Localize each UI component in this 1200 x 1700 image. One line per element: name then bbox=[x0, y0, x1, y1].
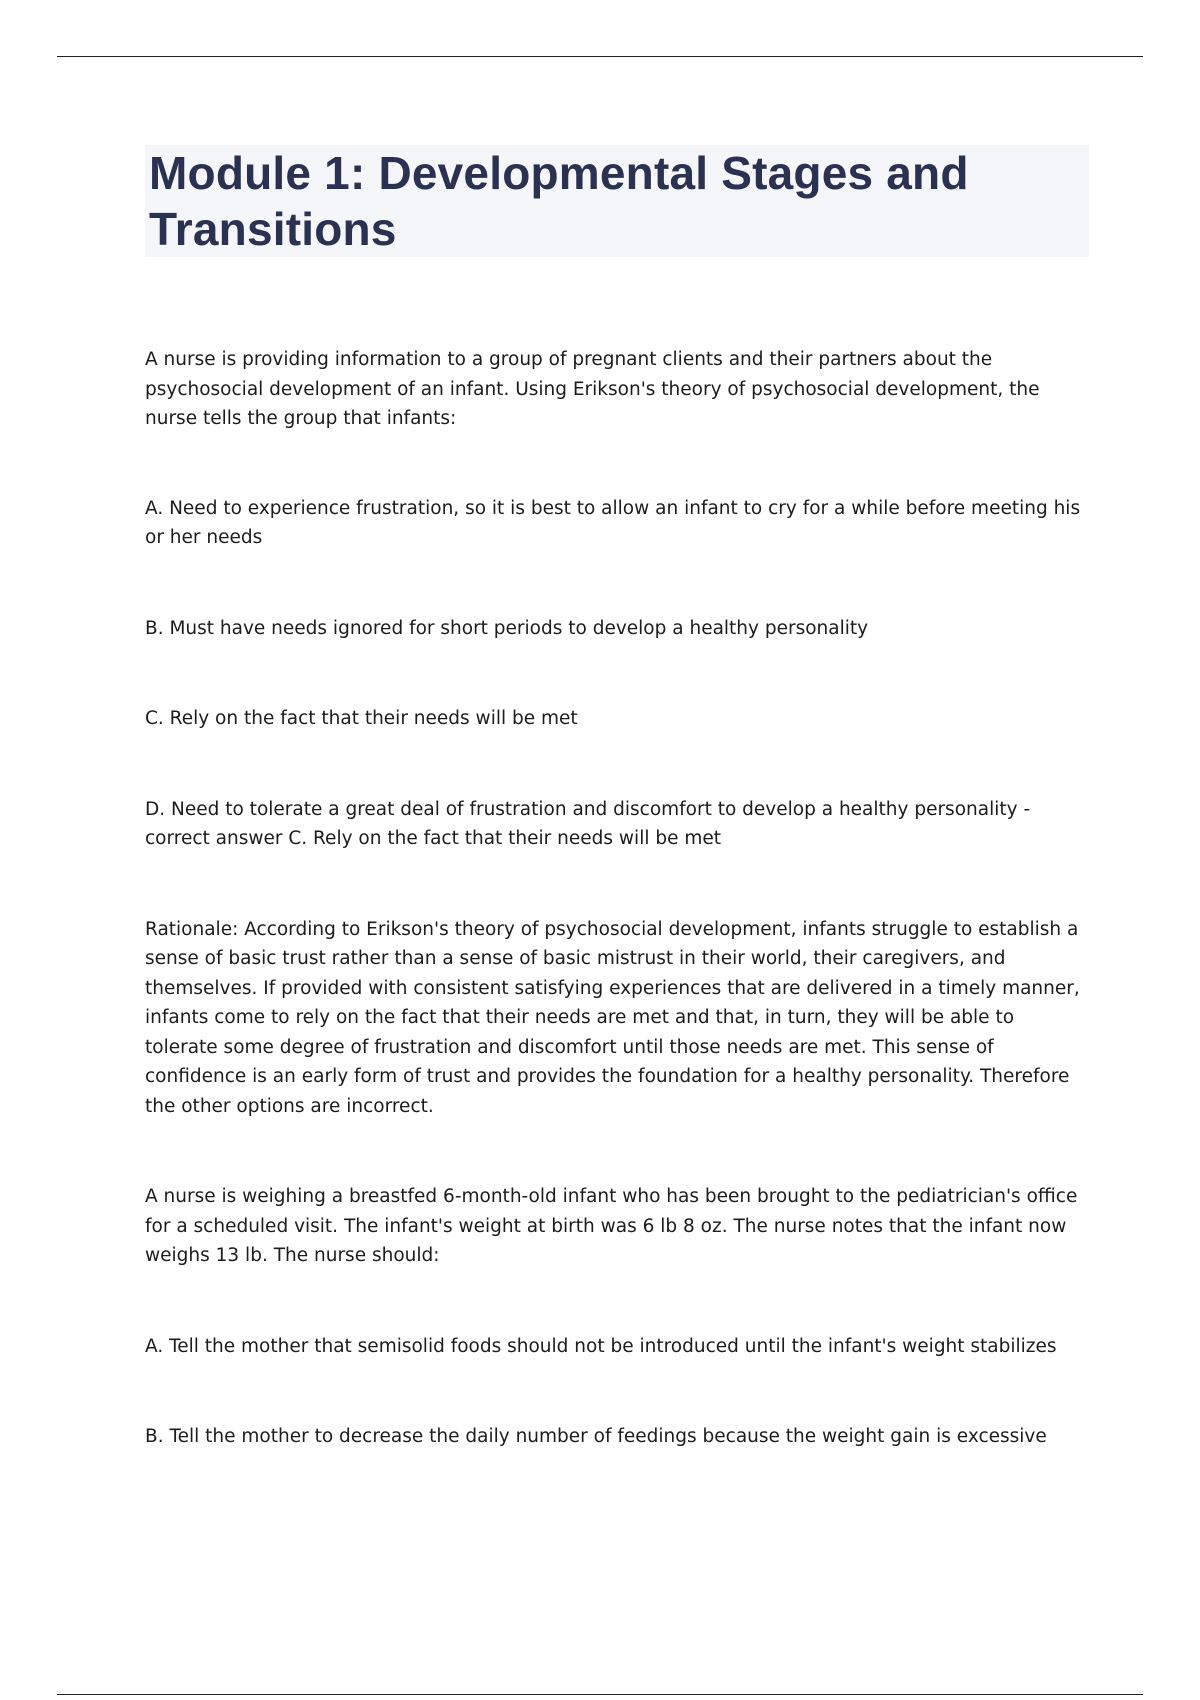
question-2-stem: A nurse is weighing a breastfed 6-month-old infant who has been brought to the pediatrician's office for a scheduled visit. The infant's weight at birth was 6 lb 8 oz. The nurse notes that the infant now weighs 13 lb. The nurse should: bbox=[145, 1186, 1078, 1266]
question-2-option-a: A. Tell the mother that semisolid foods should not be introduced until the infant's weight stabilizes bbox=[145, 1335, 1057, 1357]
question-1-rationale: Rationale: According to Erikson's theory of psychosocial development, infants struggle to establish a sense of basic trust rather than a sense of basic mistrust in their world, their caregivers, and themselves. If provided with consistent satisfying experiences that are delivered in a timely manner, infants come to rely on the fact that their needs are met and that, in turn, they will be able to tolerate some degree of frustration and discomfort until those needs are met. This sense of confidence is an early form of trust and provides the foundation for a healthy personality. Therefore the other options are incorrect. bbox=[145, 918, 1080, 1117]
question-1-option-c: C. Rely on the fact that their needs will be met bbox=[145, 708, 578, 729]
title-block bbox=[145, 145, 1089, 257]
page-title: Module 1: Developmental Stages and Transitions bbox=[149, 147, 969, 255]
question-1-option-d: D. Need to tolerate a great deal of frustration and discomfort to develop a healthy personality - correct answer C. Rely on the fact that their needs will be met bbox=[145, 798, 1031, 849]
bottom-divider bbox=[57, 1694, 1143, 1695]
question-2-option-b: B. Tell the mother to decrease the daily number of feedings because the weight gain is excessive bbox=[145, 1426, 1047, 1447]
question-1-stem: A nurse is providing information to a group of pregnant clients and their partners about the psychosocial development of an infant. Using Erikson's theory of psychosocial development, the nurse tells the group that infants: bbox=[145, 349, 1040, 429]
question-1-option-a: A. Need to experience frustration, so it is best to allow an infant to cry for a while before meeting his or her needs bbox=[145, 497, 1081, 548]
question-1-option-b: B. Must have needs ignored for short periods to develop a healthy personality bbox=[145, 617, 869, 639]
document-body bbox=[145, 345, 1089, 1452]
top-divider bbox=[57, 56, 1143, 57]
